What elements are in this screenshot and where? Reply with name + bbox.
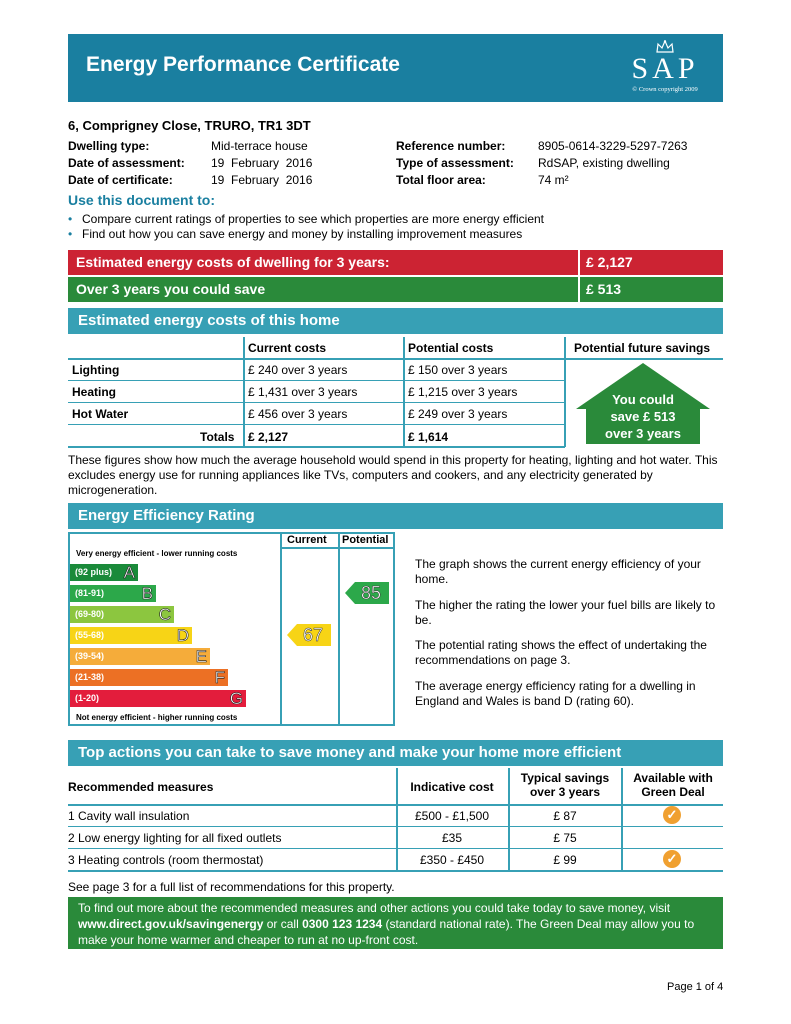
cost-header: Indicative cost bbox=[410, 780, 494, 794]
lighting-potential: £ 150 over 3 years bbox=[408, 363, 508, 377]
hot-water-label: Hot Water bbox=[72, 407, 129, 421]
info-text: To find out more about the recommended measures and other actions you could take today to save money, visit bbox=[78, 901, 671, 915]
green-deal-check-1 bbox=[663, 806, 681, 824]
date-assessment-label: Date of assessment: bbox=[68, 156, 185, 170]
measure-2-cost: £35 bbox=[441, 831, 463, 845]
savings-line-3: over 3 years bbox=[605, 426, 681, 441]
eer-band-e bbox=[70, 648, 210, 665]
eer-text-1: The graph shows the current energy efficiency of your home. bbox=[415, 557, 701, 586]
date-assessment-value: 19 February 2016 bbox=[211, 156, 313, 170]
eer-band-d bbox=[70, 627, 192, 644]
savings-house-icon bbox=[576, 363, 710, 444]
heating-current: £ 1,431 over 3 years bbox=[248, 385, 358, 399]
bullet-icon: • bbox=[68, 212, 73, 226]
info-text: or call bbox=[263, 917, 303, 931]
copyright-text: © Crown copyright 2009 bbox=[632, 86, 698, 93]
reference-value: 8905-0614-3229-5297-7263 bbox=[538, 139, 688, 153]
current-rating-arrow bbox=[287, 624, 331, 646]
eer-section-title: Energy Efficiency Rating bbox=[78, 507, 255, 524]
savings-header: Typical savings over 3 years bbox=[520, 771, 610, 799]
potential-column-header: Potential bbox=[342, 534, 389, 546]
costs-section-header bbox=[68, 308, 723, 334]
actions-footnote: See page 3 for a full list of recommendations for this property. bbox=[68, 880, 395, 894]
eer-text-4: The average energy efficiency rating for a dwelling in England and Wales is band D (rating 60). bbox=[415, 679, 696, 708]
estimated-cost-value: £ 2,127 bbox=[586, 254, 633, 270]
eer-band-range: (21-38) bbox=[75, 672, 105, 682]
check-icon: ✓ bbox=[663, 850, 681, 868]
eer-text-3: The potential rating shows the effect of undertaking the recommendations on page 3. bbox=[415, 638, 707, 667]
potential-costs-header: Potential costs bbox=[408, 341, 494, 355]
totals-potential: £ 1,614 bbox=[408, 430, 449, 444]
sap-logo bbox=[620, 40, 710, 98]
actions-section-header bbox=[68, 740, 723, 766]
type-assessment-value: RdSAP, existing dwelling bbox=[538, 156, 670, 170]
info-link[interactable]: www.direct.gov.uk/savingenergy bbox=[78, 917, 264, 931]
costs-section-title: Estimated energy costs of this home bbox=[78, 312, 340, 329]
savings-label: Over 3 years you could save bbox=[76, 281, 266, 297]
green-deal-header: Available with Green Deal bbox=[633, 771, 713, 799]
future-savings-header: Potential future savings bbox=[574, 341, 711, 355]
eer-band-c bbox=[70, 606, 174, 623]
eer-section-header bbox=[68, 503, 723, 529]
reference-label: Reference number: bbox=[396, 139, 506, 153]
bullet-item bbox=[68, 212, 544, 226]
measures-header: Recommended measures bbox=[68, 780, 214, 794]
type-assessment-label: Type of assessment: bbox=[396, 156, 514, 170]
heating-label: Heating bbox=[72, 385, 117, 399]
totals-label: Totals bbox=[200, 430, 235, 444]
eer-top-label: Very energy efficient - lower running costs bbox=[76, 549, 238, 558]
current-rating-value: 67 bbox=[303, 625, 324, 645]
eer-band-g bbox=[70, 690, 246, 707]
info-text: (standard national rate). The Green Deal may allow you to make your home warmer and cheaper to run at no up-front cost. bbox=[78, 917, 695, 947]
eer-band-letter: B bbox=[141, 584, 153, 603]
heating-potential: £ 1,215 over 3 years bbox=[408, 385, 518, 399]
bullet-text: Compare current ratings of properties to see which properties are more energy efficient bbox=[82, 212, 545, 226]
eer-bottom-label: Not energy efficient - higher running costs bbox=[76, 713, 238, 722]
eer-band-range: (39-54) bbox=[75, 651, 105, 661]
use-document-title: Use this document to: bbox=[68, 192, 216, 208]
page-title: Energy Performance Certificate bbox=[86, 53, 400, 76]
eer-band-letter: A bbox=[123, 563, 135, 582]
measure-3-cost: £350 - £450 bbox=[419, 853, 485, 867]
savings-bar bbox=[68, 277, 723, 302]
eer-band-range: (92 plus) bbox=[75, 567, 113, 577]
sap-logo-text: SAP bbox=[631, 52, 699, 85]
floor-area-value: 74 m² bbox=[538, 173, 569, 187]
eer-band-range: (55-68) bbox=[75, 630, 105, 640]
measure-1-cost: £500 - £1,500 bbox=[414, 809, 490, 823]
dwelling-type-value: Mid-terrace house bbox=[211, 139, 308, 153]
date-certificate-value: 19 February 2016 bbox=[211, 173, 313, 187]
eer-band-f bbox=[70, 669, 228, 686]
savings-line-2: save £ 513 bbox=[610, 409, 676, 424]
measure-3-savings: £ 99 bbox=[553, 853, 577, 867]
hot-water-current: £ 456 over 3 years bbox=[248, 407, 348, 421]
estimated-cost-bar bbox=[68, 250, 723, 275]
eer-band-a bbox=[70, 564, 138, 581]
eer-band-letter: F bbox=[214, 668, 225, 687]
current-costs-header: Current costs bbox=[248, 341, 327, 355]
lighting-current: £ 240 over 3 years bbox=[248, 363, 348, 377]
page-number: Page 1 of 4 bbox=[667, 981, 724, 993]
measure-1: 1 Cavity wall insulation bbox=[68, 809, 190, 823]
eer-band-letter: E bbox=[195, 647, 207, 666]
check-icon: ✓ bbox=[663, 806, 681, 824]
actions-section-title: Top actions you can take to save money and make your home more efficient bbox=[78, 744, 622, 761]
measure-2-savings: £ 75 bbox=[553, 831, 577, 845]
bullet-text: Find out how you can save energy and money by installing improvement measures bbox=[82, 227, 523, 241]
estimated-cost-label: Estimated energy costs of dwelling for 3 years: bbox=[76, 254, 390, 270]
info-box bbox=[68, 897, 723, 949]
savings-value: £ 513 bbox=[586, 281, 622, 297]
bullet-item bbox=[68, 227, 522, 241]
potential-rating-arrow bbox=[345, 582, 389, 604]
eer-band-b bbox=[70, 585, 156, 602]
eer-text-2: The higher the rating the lower your fuel bills are likely to be. bbox=[415, 598, 716, 627]
lighting-label: Lighting bbox=[72, 363, 120, 377]
eer-band-letter: G bbox=[229, 689, 243, 708]
info-phone: 0300 123 1234 bbox=[302, 917, 383, 931]
floor-area-label: Total floor area: bbox=[396, 173, 486, 187]
bullet-icon: • bbox=[68, 227, 73, 241]
dwelling-type-label: Dwelling type: bbox=[68, 139, 150, 153]
green-deal-check-3 bbox=[663, 850, 681, 868]
savings-line-1: You could bbox=[612, 392, 674, 407]
potential-rating-value: 85 bbox=[361, 583, 382, 603]
measure-1-savings: £ 87 bbox=[553, 809, 577, 823]
property-address: 6, Comprigney Close, TRURO, TR1 3DT bbox=[68, 118, 311, 133]
eer-band-letter: C bbox=[158, 605, 171, 624]
eer-band-range: (69-80) bbox=[75, 609, 105, 619]
eer-band-letter: D bbox=[176, 626, 189, 645]
totals-current: £ 2,127 bbox=[248, 430, 289, 444]
current-column-header: Current bbox=[287, 534, 327, 546]
costs-footnote: These figures show how much the average household would spend in this property for heating, lighting and hot water. This excludes energy use for running appliances like TVs, computers and cookers, and any electricity generated by microgeneration. bbox=[68, 453, 718, 497]
eer-band-range: (1-20) bbox=[75, 693, 100, 703]
date-certificate-label: Date of certificate: bbox=[68, 173, 173, 187]
eer-band-range: (81-91) bbox=[75, 588, 105, 598]
hot-water-potential: £ 249 over 3 years bbox=[408, 407, 508, 421]
measure-2: 2 Low energy lighting for all fixed outlets bbox=[68, 831, 282, 845]
measure-3: 3 Heating controls (room thermostat) bbox=[68, 853, 264, 867]
